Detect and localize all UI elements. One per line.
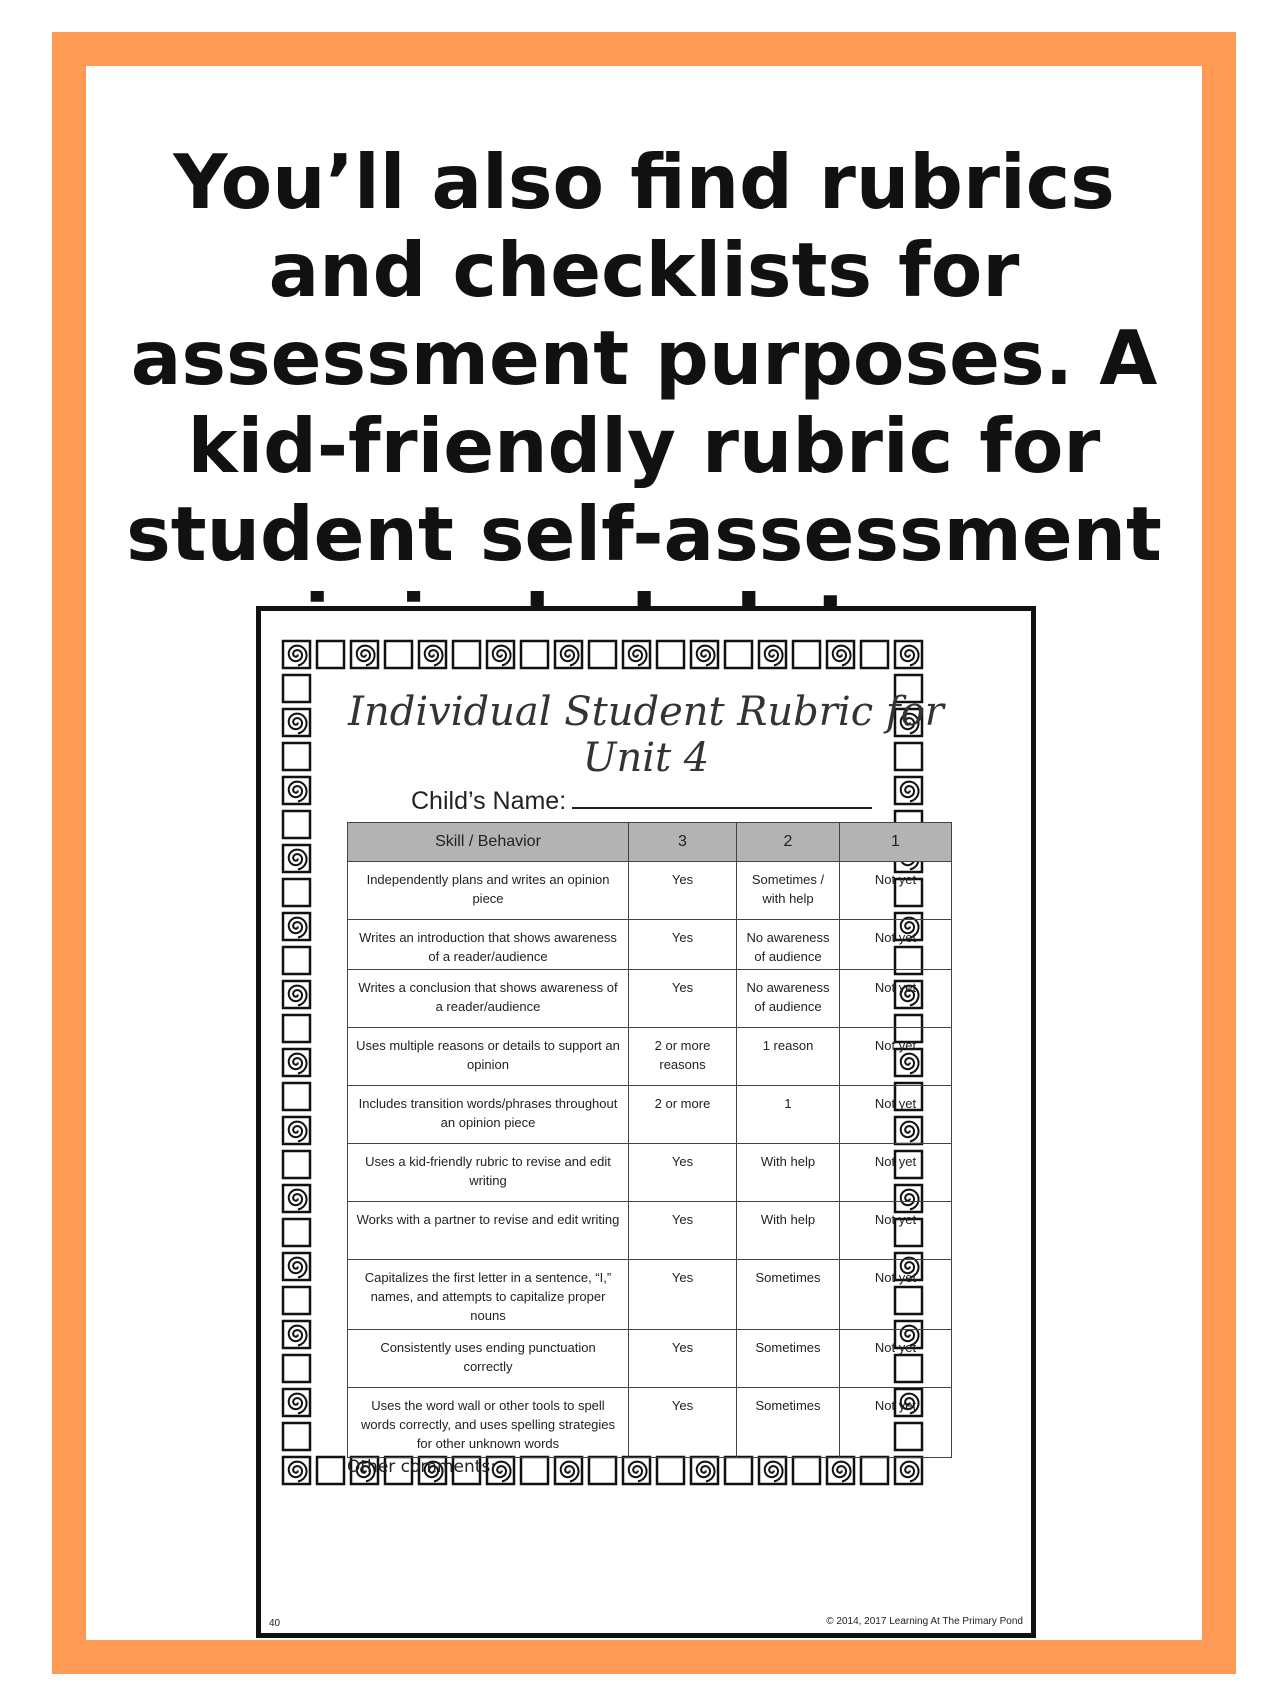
table-row — [348, 1388, 952, 1458]
border-square — [521, 641, 548, 668]
border-square — [453, 641, 480, 668]
border-square — [793, 641, 820, 668]
score-1-cell: Not yet — [840, 1388, 952, 1458]
score-2-cell: 1 reason — [737, 1028, 840, 1086]
border-square — [589, 1457, 616, 1484]
table-row — [348, 920, 952, 970]
header-skill: Skill / Behavior — [348, 823, 629, 862]
child-name-line — [411, 785, 872, 816]
skill-cell: Independently plans and writes an opinion piece — [348, 862, 629, 920]
score-1-cell: Not yet — [840, 1144, 952, 1202]
score-1-cell: Not yet — [840, 920, 952, 970]
rubric-header-row — [348, 823, 952, 862]
score-1-cell: Not yet — [840, 862, 952, 920]
score-1-cell: Not yet — [840, 1028, 952, 1086]
border-square — [657, 1457, 684, 1484]
border-square — [861, 641, 888, 668]
score-3-cell: Yes — [629, 1260, 737, 1330]
border-square — [283, 743, 310, 770]
border-square — [861, 1457, 888, 1484]
border-square — [283, 1083, 310, 1110]
score-1-cell: Not yet — [840, 1086, 952, 1144]
score-2-cell: Sometimes — [737, 1388, 840, 1458]
page-number: 40 — [269, 1618, 281, 1629]
table-row — [348, 1144, 952, 1202]
header-score-2: 2 — [737, 823, 840, 862]
border-square — [283, 811, 310, 838]
table-row — [348, 1086, 952, 1144]
border-square — [725, 1457, 752, 1484]
table-row — [348, 970, 952, 1028]
content-panel — [86, 66, 1202, 1640]
score-2-cell: Sometimes — [737, 1330, 840, 1388]
score-3-cell: Yes — [629, 862, 737, 920]
border-square — [317, 1457, 344, 1484]
score-2-cell: Sometimes — [737, 1260, 840, 1330]
skill-cell: Consistently uses ending punctuation correctly — [348, 1330, 629, 1388]
border-square — [283, 879, 310, 906]
score-2-cell: No awareness of audience — [737, 920, 840, 970]
score-1-cell: Not yet — [840, 1260, 952, 1330]
border-square — [725, 641, 752, 668]
headline: You’ll also find rubrics and checklists for assessment purposes. A kid-friendly rubric for student self-assessment — [126, 138, 1162, 578]
table-row — [348, 862, 952, 920]
skill-cell: Writes an introduction that shows awareness of a reader/audience — [348, 920, 629, 970]
score-3-cell: Yes — [629, 1144, 737, 1202]
skill-cell: Uses a kid-friendly rubric to revise and edit writing — [348, 1144, 629, 1202]
score-3-cell: Yes — [629, 1202, 737, 1260]
header-score-1: 1 — [840, 823, 952, 862]
worksheet-preview — [256, 606, 1036, 1638]
worksheet-title: Individual Student Rubric for Unit 4 — [348, 689, 944, 781]
skill-cell: Capitalizes the first letter in a sentence, “I,” names, and attempts to capitalize proper nouns — [348, 1260, 629, 1330]
score-1-cell: Not yet — [840, 1202, 952, 1260]
orange-frame — [52, 32, 1236, 1674]
score-2-cell: No awareness of audience — [737, 970, 840, 1028]
border-square — [283, 947, 310, 974]
border-square — [317, 641, 344, 668]
table-row — [348, 1028, 952, 1086]
child-name-label: Child’s Name: — [411, 787, 567, 815]
score-2-cell: With help — [737, 1202, 840, 1260]
skill-cell: Uses multiple reasons or details to support an opinion — [348, 1028, 629, 1086]
border-square — [793, 1457, 820, 1484]
score-2-cell: With help — [737, 1144, 840, 1202]
score-3-cell: Yes — [629, 920, 737, 970]
score-3-cell: 2 or more — [629, 1086, 737, 1144]
score-2-cell: 1 — [737, 1086, 840, 1144]
border-square — [657, 641, 684, 668]
skill-cell: Uses the word wall or other tools to spell words correctly, and uses spelling strategies for other unknown words — [348, 1388, 629, 1458]
table-row — [348, 1260, 952, 1330]
child-name-blank — [572, 785, 872, 809]
score-3-cell: Yes — [629, 1388, 737, 1458]
skill-cell: Includes transition words/phrases throughout an opinion piece — [348, 1086, 629, 1144]
rubric-table — [347, 822, 952, 1458]
score-1-cell: Not yet — [840, 970, 952, 1028]
table-row — [348, 1202, 952, 1260]
other-comments-label: Other comments: — [347, 1457, 497, 1477]
score-3-cell: Yes — [629, 1330, 737, 1388]
skill-cell: Writes a conclusion that shows awareness of a reader/audience — [348, 970, 629, 1028]
border-square — [589, 641, 616, 668]
border-square — [283, 675, 310, 702]
score-2-cell: Sometimes / with help — [737, 862, 840, 920]
score-1-cell: Not yet — [840, 1330, 952, 1388]
border-square — [385, 641, 412, 668]
border-square — [283, 1423, 310, 1450]
copyright-notice: © 2014, 2017 Learning At The Primary Pond — [826, 1616, 1023, 1627]
table-row — [348, 1330, 952, 1388]
header-score-3: 3 — [629, 823, 737, 862]
border-square — [283, 1151, 310, 1178]
border-square — [283, 1015, 310, 1042]
score-3-cell: 2 or more reasons — [629, 1028, 737, 1086]
border-square — [283, 1355, 310, 1382]
border-square — [283, 1287, 310, 1314]
border-square — [521, 1457, 548, 1484]
skill-cell: Works with a partner to revise and edit writing — [348, 1202, 629, 1260]
border-square — [283, 1219, 310, 1246]
score-3-cell: Yes — [629, 970, 737, 1028]
